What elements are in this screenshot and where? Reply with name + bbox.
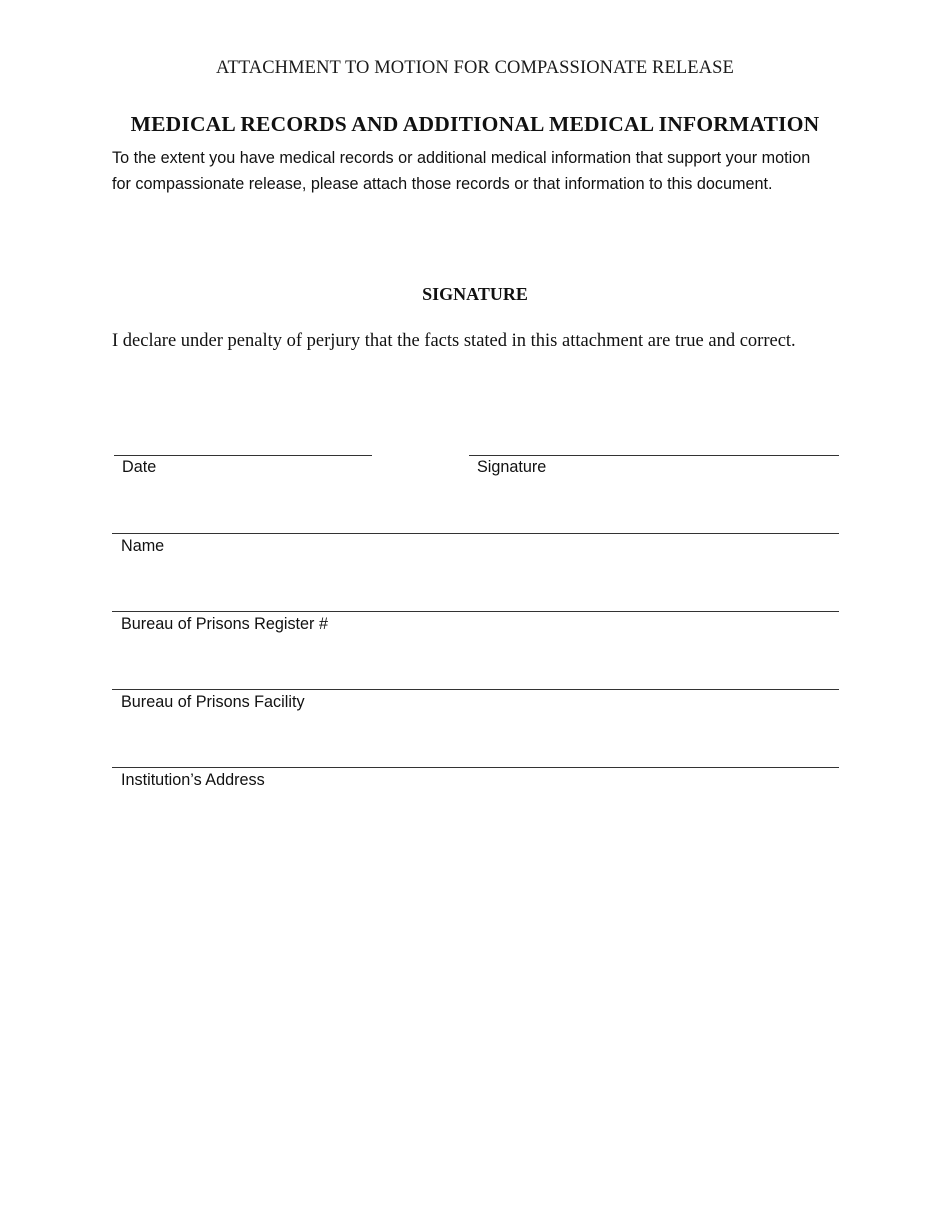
facility-label: Bureau of Prisons Facility xyxy=(121,693,305,711)
register-number-field[interactable] xyxy=(112,576,839,611)
facility-field[interactable] xyxy=(112,654,839,689)
document-header: ATTACHMENT TO MOTION FOR COMPASSIONATE RELEASE xyxy=(216,58,734,78)
name-label: Name xyxy=(121,537,165,555)
institution-address-field[interactable] xyxy=(112,732,839,767)
signature-label: Signature xyxy=(477,458,547,476)
register-number-line xyxy=(112,611,839,612)
signature-field[interactable] xyxy=(469,420,839,455)
instructions-text: To the extent you have medical records or additional medical information that support your motion for compassionate release, please attach those records or that information to this document. xyxy=(112,149,811,193)
name-line xyxy=(112,533,839,534)
date-field[interactable] xyxy=(114,420,372,455)
declaration-text: I declare under penalty of perjury that the facts stated in this attachment are true and correct. xyxy=(112,331,796,351)
institution-address-label: Institution’s Address xyxy=(121,771,265,789)
date-label: Date xyxy=(122,458,157,476)
date-line xyxy=(114,455,372,456)
facility-line xyxy=(112,689,839,690)
signature-heading: SIGNATURE xyxy=(422,284,528,304)
register-number-label: Bureau of Prisons Register # xyxy=(121,615,328,633)
institution-address-line xyxy=(112,767,839,768)
section-title: MEDICAL RECORDS AND ADDITIONAL MEDICAL INFORMATION xyxy=(130,112,820,136)
signature-line xyxy=(469,455,839,456)
name-field[interactable] xyxy=(112,498,839,533)
